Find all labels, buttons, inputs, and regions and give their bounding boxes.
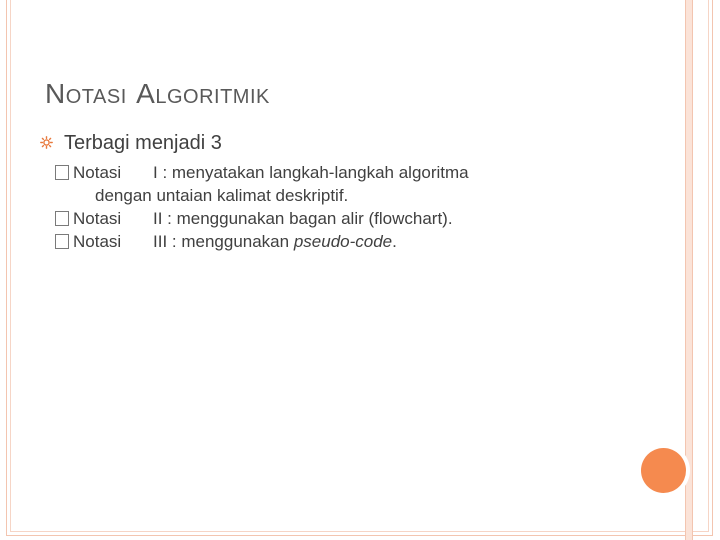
main-bullet-item (40, 128, 640, 158)
slide-content (40, 128, 640, 253)
accent-circle (641, 448, 686, 493)
sub-item-prefix: Notasi (73, 232, 122, 251)
title-initial-2: A (136, 78, 156, 109)
sub-item-text: II : menggunakan bagan alir (flowchart). (153, 209, 453, 228)
sub-bullet-list (40, 161, 640, 253)
list-item (55, 161, 640, 207)
sub-item-prefix: Notasi (73, 209, 122, 228)
sub-item-text-end: . (392, 232, 397, 251)
list-item (55, 207, 640, 230)
sub-item-italic-text: pseudo-code (293, 232, 393, 251)
title-rest-1: OTASI (65, 86, 127, 108)
square-box-icon (55, 234, 69, 249)
accent-band (685, 0, 693, 540)
sub-item-text: III : menggunakan (153, 232, 294, 251)
sun-bullet-icon (40, 136, 53, 149)
square-box-icon (55, 211, 69, 226)
list-item (55, 230, 640, 253)
sub-item-text: I : menyatakan langkah-langkah algoritma (153, 163, 469, 182)
title-initial-1: N (45, 78, 66, 109)
sub-item-prefix: Notasi (73, 163, 122, 182)
sub-item-continuation: dengan untaian kalimat deskriptif. (95, 186, 349, 205)
main-bullet-text: Terbagi menjadi 3 (64, 132, 222, 154)
square-box-icon (55, 165, 69, 180)
title-rest-2: LGORITMIK (155, 86, 270, 108)
slide-title (45, 74, 270, 111)
